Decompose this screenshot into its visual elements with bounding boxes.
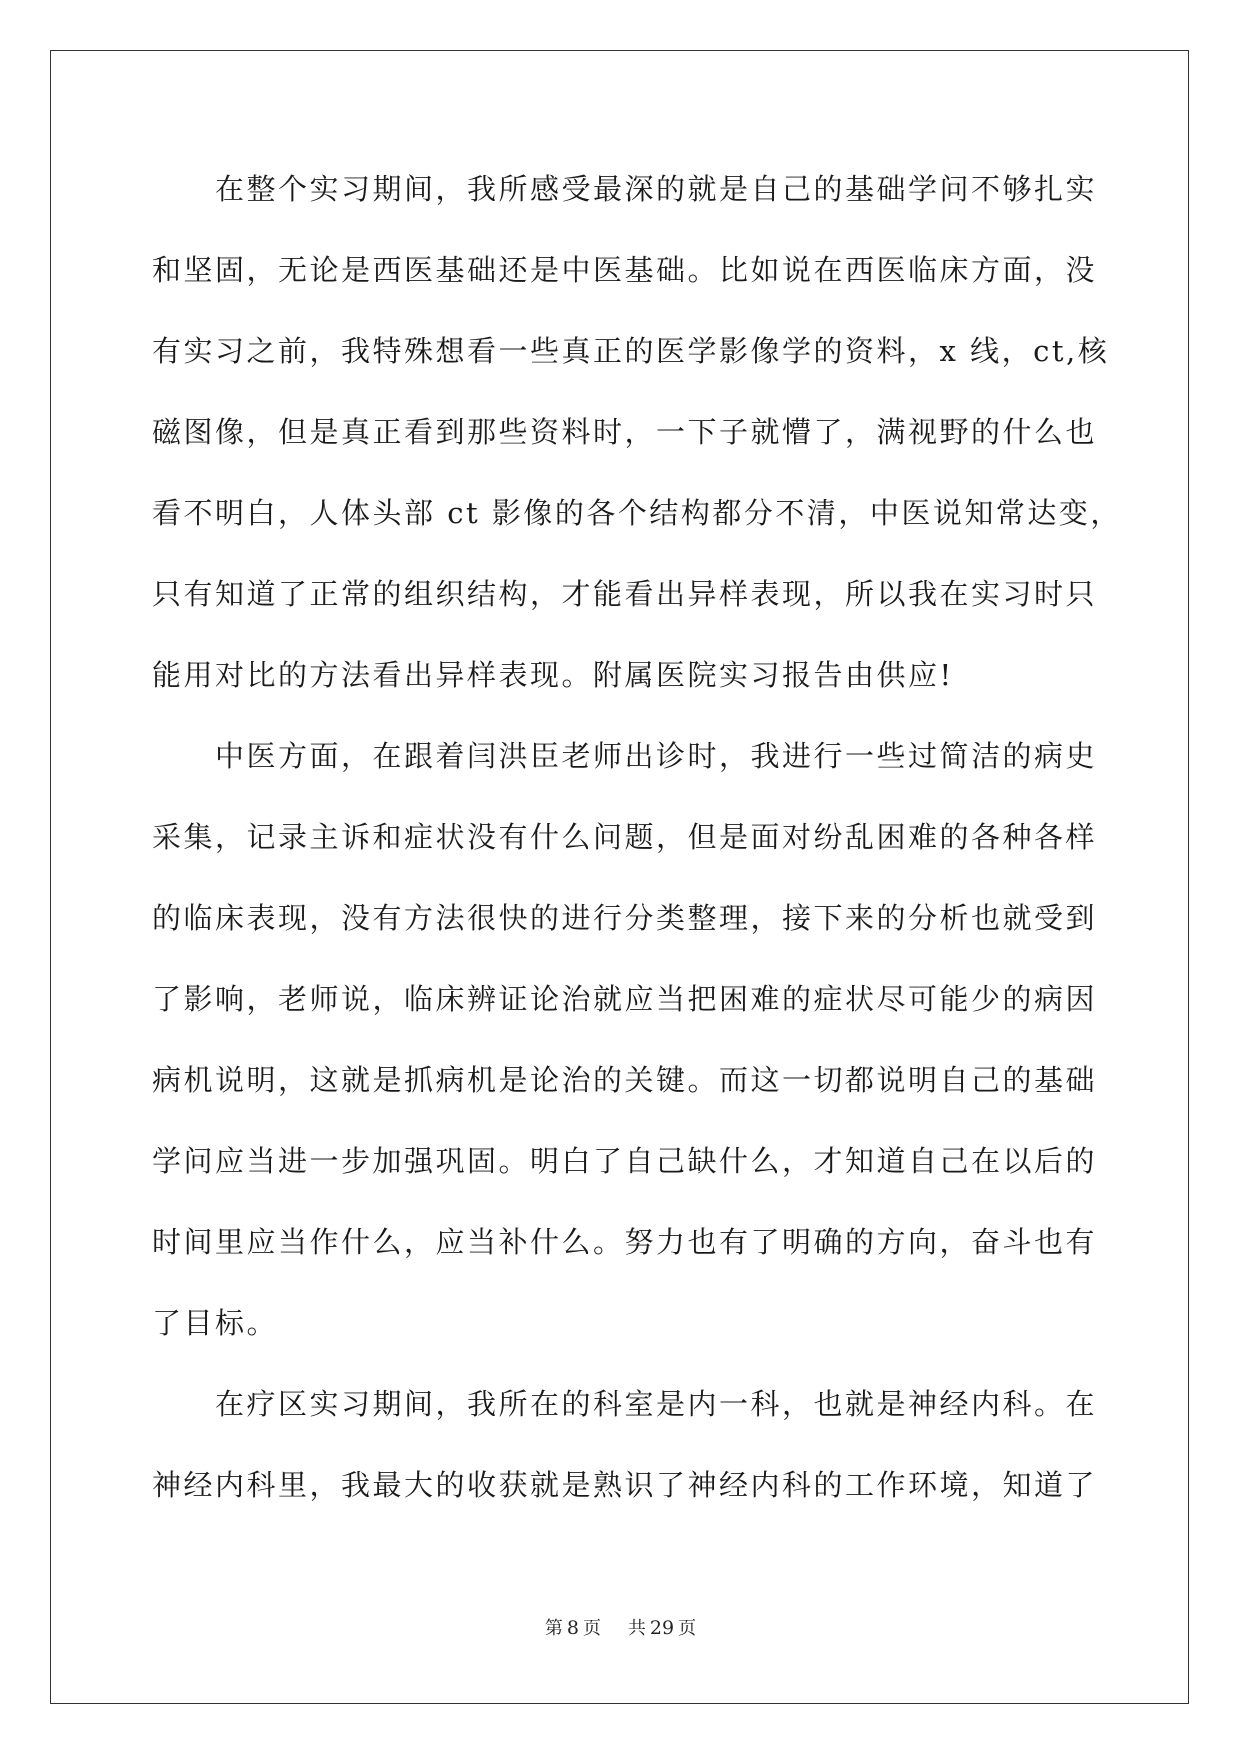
total-pages: 29 (649, 1617, 675, 1639)
text-line: 了目标。 (152, 1306, 279, 1340)
text-line: 和坚固，无论是西医基础还是中医基础。比如说在西医临床方面，没 (152, 253, 1098, 287)
page-footer (0, 1614, 1241, 1640)
text-line: 磁图像，但是真正看到那些资料时，一下子就懵了，满视野的什么也 (152, 415, 1098, 449)
page-suffix: 页 (583, 1618, 601, 1639)
document-body (152, 165, 1122, 1542)
text-line: 的临床表现，没有方法很快的进行分类整理，接下来的分析也就受到 (152, 901, 1098, 935)
text-line: 时间里应当作什么，应当补什么。努力也有了明确的方向，奋斗也有 (152, 1225, 1098, 1259)
total-suffix: 页 (678, 1618, 697, 1639)
text-line: 采集，记录主诉和症状没有什么问题，但是面对纷乱困难的各种各样 (152, 820, 1098, 854)
text-line: 病机说明，这就是抓病机是论治的关键。而这一切都说明自己的基础 (152, 1063, 1098, 1097)
page-prefix: 第 (544, 1618, 563, 1639)
text-line: 在整个实习期间，我所感受最深的就是自己的基础学问不够扎实 (152, 172, 1098, 206)
text-line: 有实习之前，我特殊想看一些真正的医学影像学的资料，x 线，ct,核 (152, 334, 1110, 368)
text-line: 看不明白，人体头部 ct 影像的各个结构都分不清，中医说知常达变， (152, 496, 1122, 530)
text-line: 中医方面，在跟着闫洪臣老师出诊时，我进行一些过简洁的病史 (152, 739, 1098, 773)
text-line: 只有知道了正常的组织结构，才能看出异样表现，所以我在实习时只 (152, 577, 1098, 611)
total-prefix: 共 (627, 1618, 646, 1639)
text-line: 了影响，老师说，临床辨证论治就应当把困难的症状尽可能少的病因 (152, 982, 1098, 1016)
text-line: 在疗区实习期间，我所在的科室是内一科，也就是神经内科。在 (152, 1387, 1098, 1421)
text-line: 学问应当进一步加强巩固。明白了自己缺什么，才知道自己在以后的 (152, 1144, 1098, 1178)
page-number: 8 (566, 1617, 579, 1639)
text-line: 能用对比的方法看出异样表现。附属医院实习报告由供应! (152, 658, 954, 692)
text-line: 神经内科里，我最大的收获就是熟识了神经内科的工作环境，知道了 (152, 1468, 1098, 1502)
